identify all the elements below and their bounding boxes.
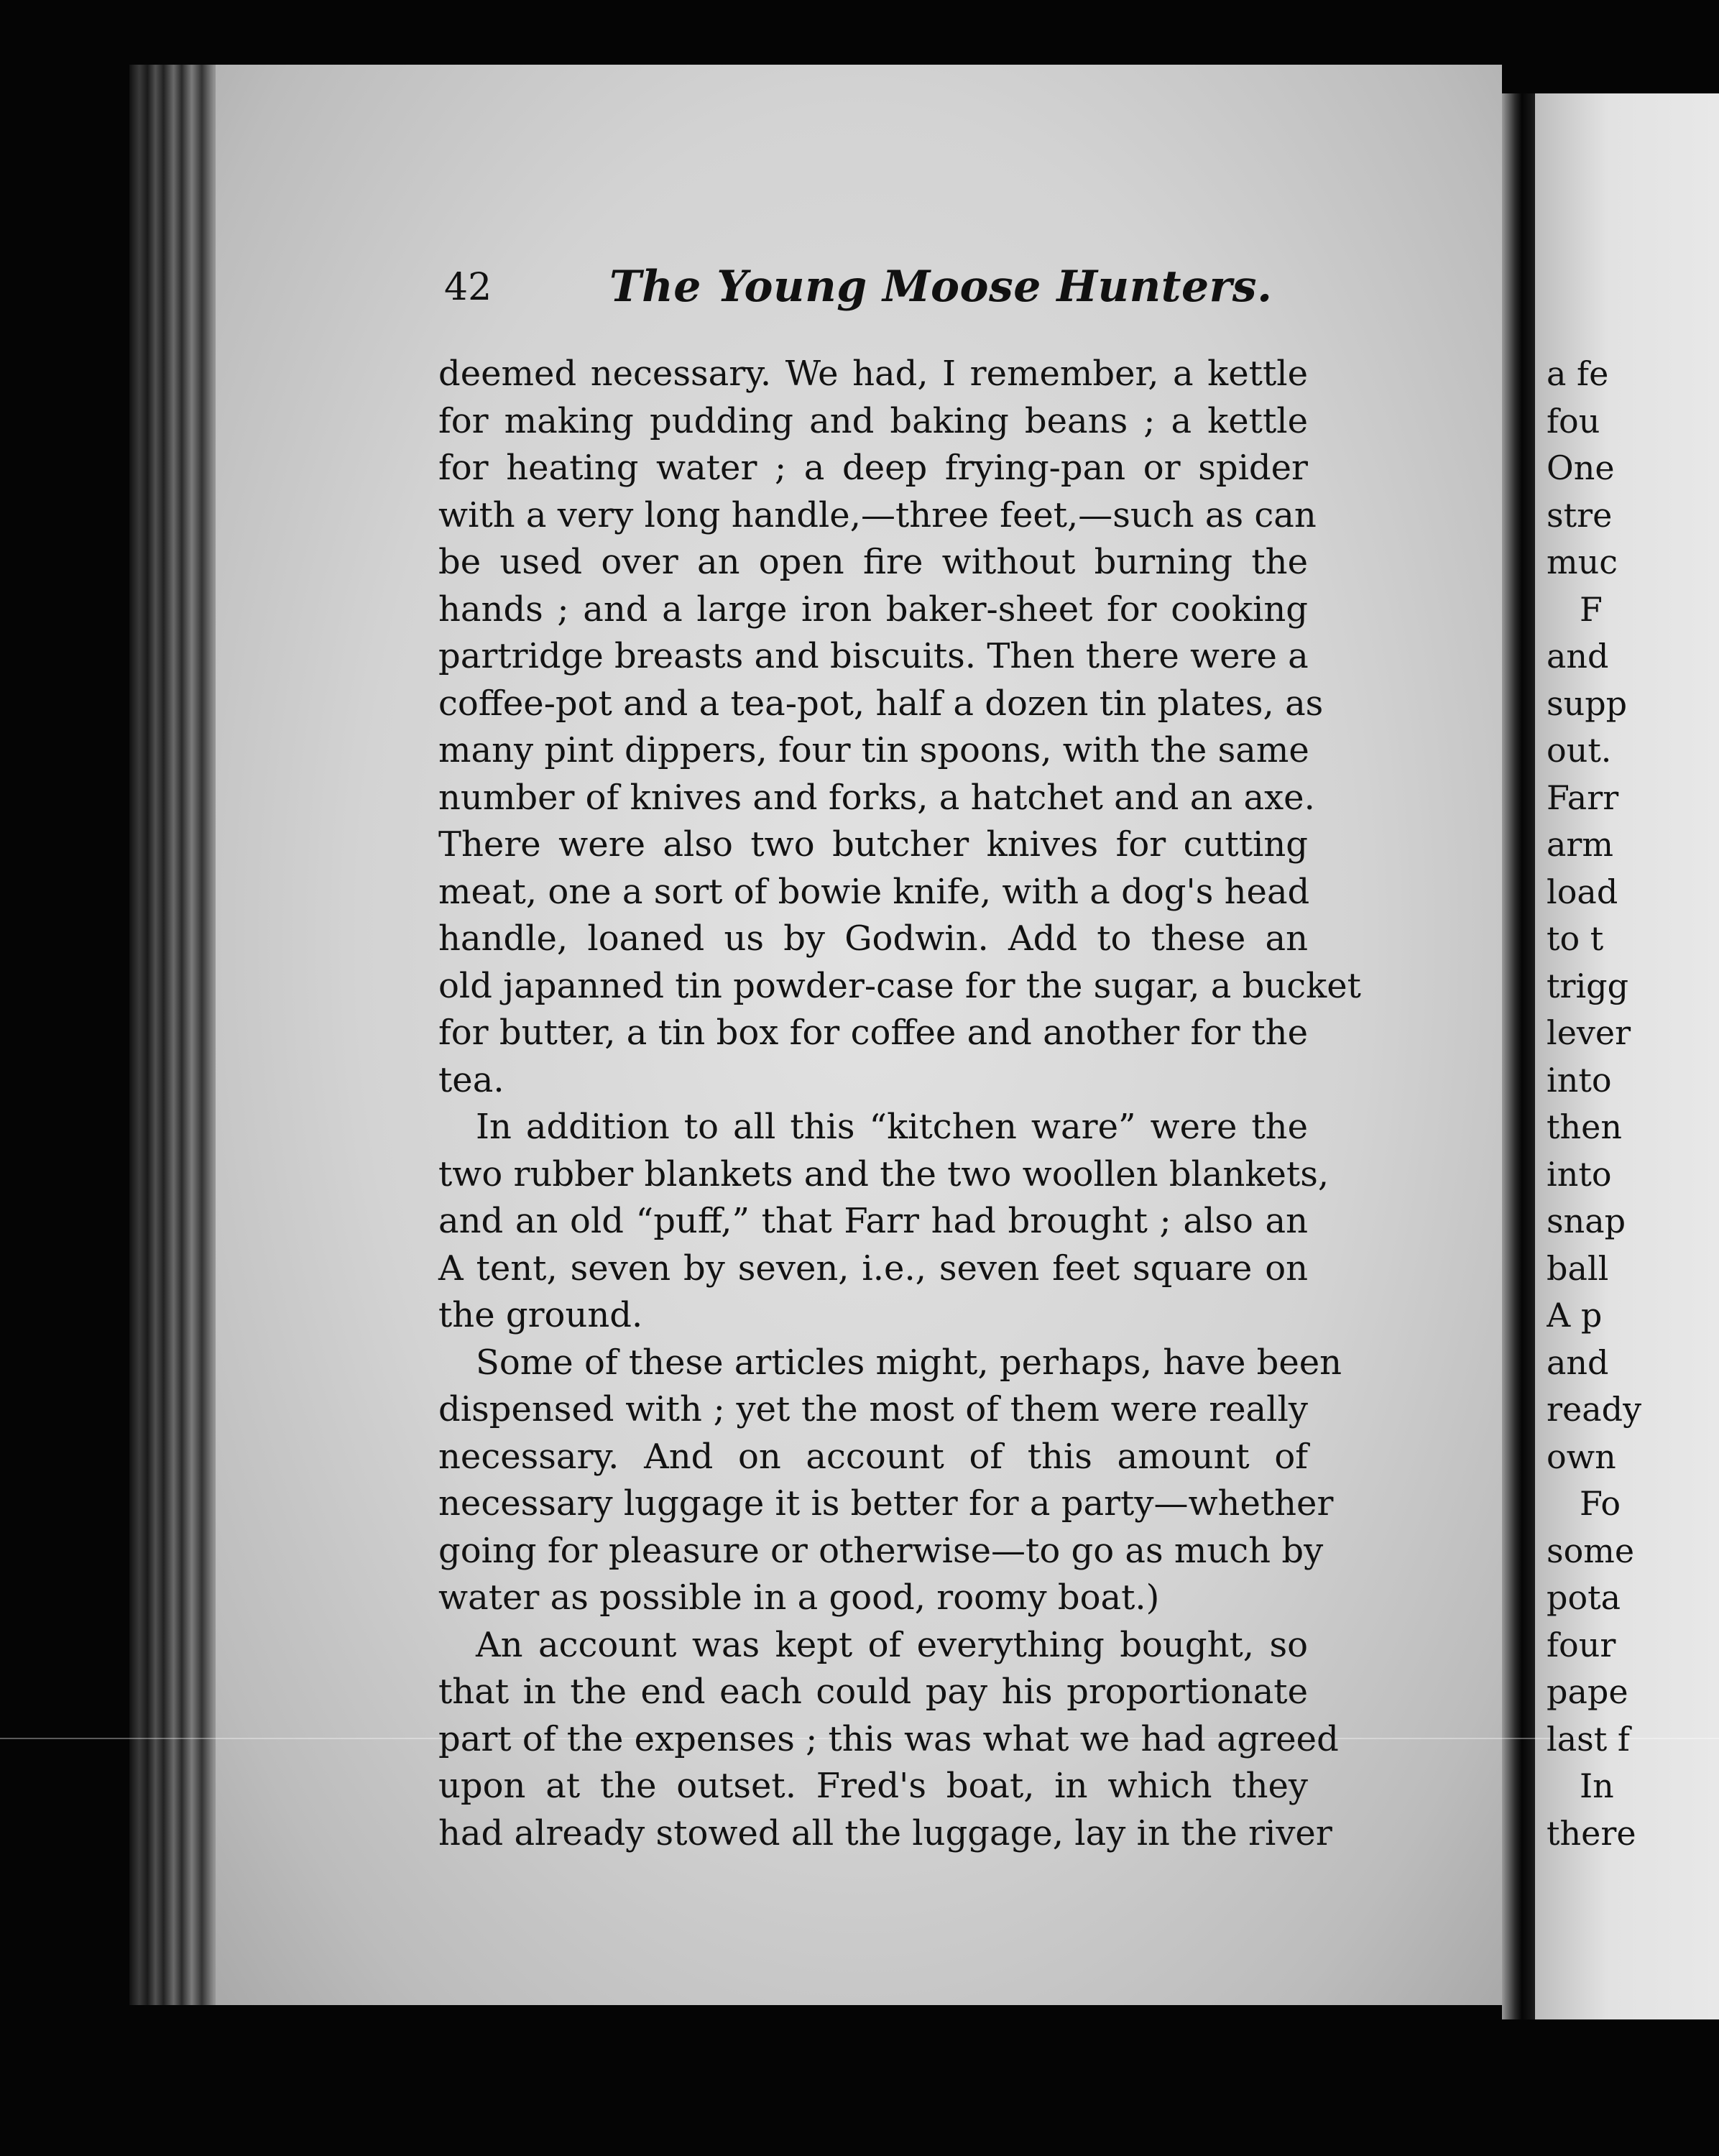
text-fragment: stre — [1547, 495, 1613, 535]
text-fragment: F — [1580, 589, 1603, 629]
text-line: meat, one a sort of bowie knife, with a dog's head — [438, 871, 1310, 912]
text-line: An account was kept of everything bought, so — [476, 1624, 1308, 1665]
left-page-text — [438, 351, 1361, 1857]
text-fragment: into — [1547, 1154, 1612, 1194]
text-fragment: supp — [1547, 683, 1628, 723]
text-line: that in the end each could pay his proportionate — [438, 1672, 1308, 1712]
text-fragment: a fe — [1547, 354, 1609, 393]
book-gutter — [1502, 93, 1535, 2019]
text-fragment: fou — [1547, 401, 1600, 441]
book-page-edges — [129, 65, 230, 2005]
text-line: coffee-pot and a tea-pot, half a dozen tin plates, as — [438, 683, 1324, 724]
text-line: for butter, a tin box for coffee and another for the — [438, 1013, 1308, 1053]
text-line: There were also two butcher knives for cutting — [438, 824, 1308, 865]
text-line: In addition to all this “kitchen ware” were the — [476, 1107, 1308, 1147]
text-line: necessary luggage it is better for a party—whether — [438, 1483, 1334, 1524]
right-page-text — [1547, 351, 1719, 1857]
text-line: water as possible in a good, roomy boat.) — [438, 1577, 1160, 1618]
running-head — [444, 262, 1299, 319]
text-fragment: into — [1547, 1060, 1612, 1100]
text-fragment: and — [1547, 1342, 1609, 1382]
text-fragment: muc — [1547, 543, 1618, 581]
text-fragment: then — [1547, 1107, 1622, 1146]
text-fragment: there — [1547, 1813, 1636, 1853]
text-fragment: to t — [1547, 919, 1604, 958]
text-line: many pint dippers, four tin spoons, with the same — [438, 730, 1309, 770]
text-line: Some of these articles might, perhaps, have been — [476, 1342, 1342, 1383]
text-fragment: pape — [1547, 1672, 1628, 1711]
text-line: for making pudding and baking beans ; a kettle — [438, 400, 1308, 441]
text-fragment: Fo — [1580, 1484, 1621, 1523]
text-fragment: lever — [1547, 1013, 1631, 1052]
text-line: A tent, seven by seven, i.e., seven feet square on — [438, 1248, 1308, 1289]
text-line: number of knives and forks, a hatchet and an axe. — [438, 777, 1315, 818]
text-fragment: A p — [1547, 1296, 1603, 1335]
text-fragment: Farr — [1547, 778, 1619, 817]
text-line: tea. — [438, 1059, 504, 1100]
text-fragment: trigg — [1547, 966, 1629, 1005]
text-fragment: some — [1547, 1531, 1635, 1570]
text-fragment: four — [1547, 1625, 1616, 1664]
text-line: necessary. And on account of this amount of — [438, 1436, 1308, 1477]
page-number: 42 — [444, 266, 492, 309]
text-fragment: ready — [1547, 1390, 1642, 1429]
text-line: and an old “puff,” that Farr had brought ; also an — [438, 1201, 1308, 1241]
text-line: for heating water ; a deep frying-pan or spider — [438, 448, 1308, 488]
text-line: had already stowed all the luggage, lay in the river — [438, 1812, 1332, 1853]
text-line: with a very long handle,—three feet,—such as can — [438, 494, 1317, 535]
text-line: deemed necessary. We had, I remember, a kettle — [438, 354, 1308, 394]
text-fragment: ball — [1547, 1248, 1609, 1288]
text-line: handle, loaned us by Godwin. Add to these an — [438, 918, 1308, 959]
text-fragment: out. — [1547, 731, 1612, 770]
text-fragment: In — [1580, 1766, 1614, 1805]
text-fragment: snap — [1547, 1202, 1626, 1240]
text-line: partridge breasts and biscuits. Then there were a — [438, 636, 1309, 676]
text-line: part of the expenses ; this was what we had agreed — [438, 1718, 1339, 1759]
text-line: be used over an open fire without burning the — [438, 542, 1308, 582]
text-fragment: One — [1547, 448, 1615, 487]
text-line: old japanned tin powder-case for the sugar, a bucket — [438, 965, 1361, 1006]
text-fragment: own — [1547, 1437, 1616, 1476]
text-line: hands ; and a large iron baker-sheet for cooking — [438, 589, 1308, 630]
text-fragment: pota — [1547, 1578, 1621, 1617]
text-fragment: and — [1547, 637, 1609, 676]
text-line: two rubber blankets and the two woollen blankets, — [438, 1153, 1329, 1194]
text-line: upon at the outset. Fred's boat, in which they — [438, 1766, 1308, 1806]
text-line: dispensed with ; yet the most of them were really — [438, 1389, 1308, 1429]
text-line: going for pleasure or otherwise—to go as much by — [438, 1530, 1324, 1571]
text-line: the ground. — [438, 1295, 643, 1335]
book-title: The Young Moose Hunters. — [609, 262, 1273, 312]
text-fragment: last f — [1547, 1719, 1630, 1759]
text-fragment: arm — [1547, 825, 1614, 864]
text-fragment: load — [1547, 872, 1618, 911]
